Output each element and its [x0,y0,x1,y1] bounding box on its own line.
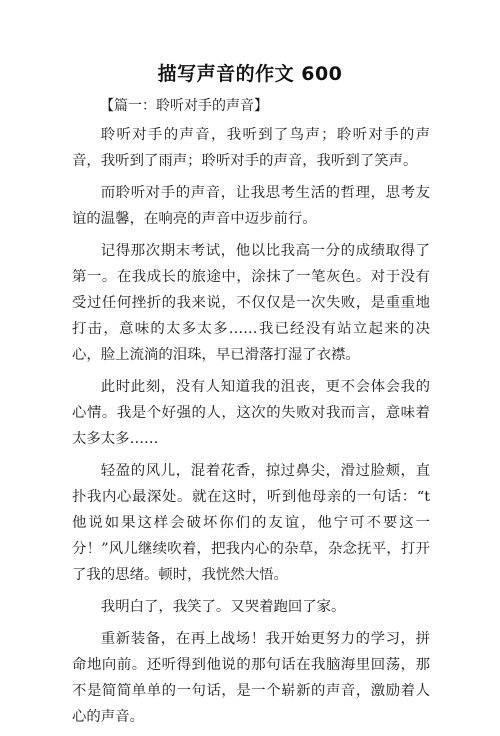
section-heading: 【篇一：聆听对手的声音】 [100,98,268,114]
paragraph-5: 轻盈的风儿，混着花香，掠过鼻尖，滑过脸颊，直扑我内心最深处。就在这时，听到他母亲的一句话：“t 他说如果这样会破坏你们的友谊，他宁可不要这一分！”风儿继续吹着，把我内心的杂草，杂念抚平，打开了我的思绪。顿时，我恍然大悟。 [72,463,430,583]
paragraph-2: 而聆听对手的声音，让我思考生活的哲理，思考友谊的温馨，在响亮的声音中迈步前行。 [72,185,430,227]
paragraph-3: 记得那次期末考试，他以比我高一分的成绩取得了第一。在我成长的旅途中，涂抹了一笔灰色。对于没有受过任何挫折的我来说，不仅仅是一次失败，是重重地打击，意味的太多太多……我已经没有站立起来的决心，脸上流淌的泪珠，早已滑落打湿了衣襟。 [72,243,430,363]
paragraph-7: 重新装备，在再上战场！我开始更努力的学习，拼命地向前。还听得到他说的那句话在我脑海里回荡，那不是简简单单的一句话，是一个崭新的声音，激励着人心的声音。 [72,631,430,725]
paragraph-6: 我明白了，我笑了。又哭着跑回了家。 [100,599,346,615]
paragraph-1: 聆听对手的声音，我听到了鸟声；聆听对手的声音，我听到了雨声；聆听对手的声音，我听到了笑声。 [72,127,430,169]
document-title: 描写声音的作文 600 [157,63,343,85]
document-body [72,122,430,736]
paragraph-4: 此时此刻，没有人知道我的沮丧，更不会体会我的心情。我是个好强的人，这次的失败对我而言，意味着太多太多…… [72,379,430,447]
